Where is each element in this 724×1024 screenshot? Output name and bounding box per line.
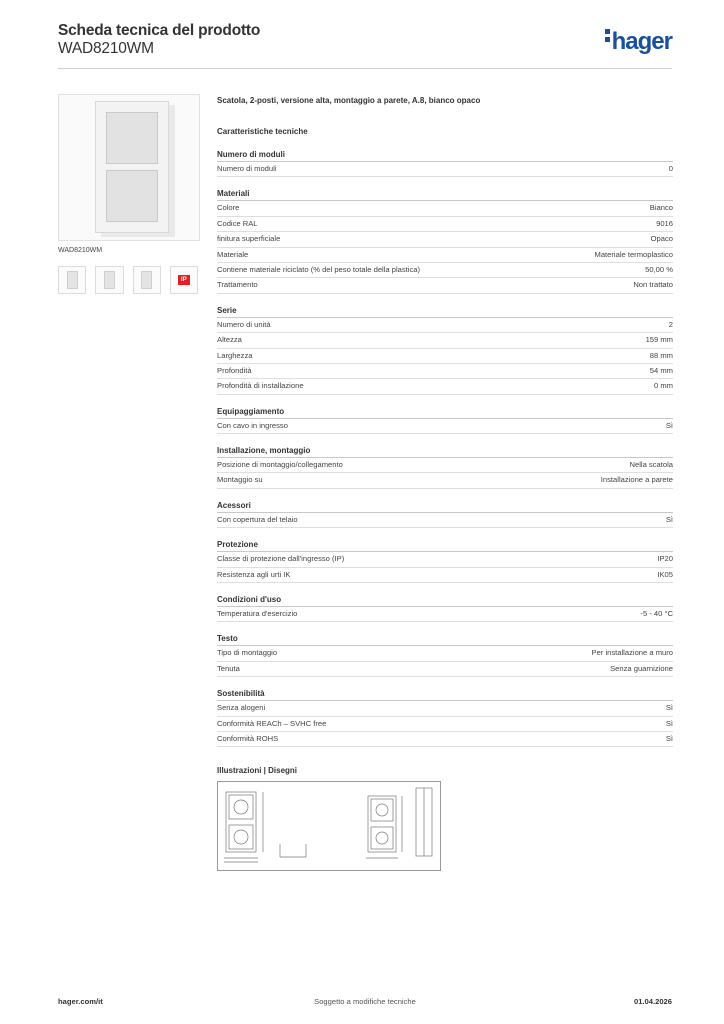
spec-section — [217, 188, 673, 293]
spec-section-title: Sostenibilità — [217, 688, 673, 701]
hager-logo — [605, 28, 672, 56]
spec-label: Larghezza — [217, 350, 253, 360]
spec-row — [217, 364, 673, 379]
image-caption: WAD8210WM — [58, 247, 103, 254]
spec-value: Sì — [665, 514, 673, 524]
spec-row — [217, 419, 673, 434]
side-thumb-icon — [141, 271, 152, 289]
spec-value: Sì — [665, 703, 673, 713]
spec-section-title: Materiali — [217, 188, 673, 201]
spec-value: Senza guarnizione — [610, 663, 673, 673]
spec-section-title: Numero di moduli — [217, 149, 673, 162]
spec-section — [217, 406, 673, 434]
spec-section-title: Protezione — [217, 539, 673, 552]
box-illustration — [95, 101, 169, 233]
spec-value: 88 mm — [649, 350, 673, 360]
spec-section — [217, 688, 673, 747]
spec-value: Per installazione a muro — [591, 648, 673, 658]
spec-value: IK05 — [657, 569, 673, 579]
spec-label: Classe di protezione dall'ingresso (IP) — [217, 554, 345, 564]
spec-label: Materiale — [217, 249, 249, 259]
page-header — [58, 22, 672, 69]
spec-row — [217, 458, 673, 473]
spec-row — [217, 379, 673, 394]
box-cell-icon — [106, 112, 158, 164]
spec-row — [217, 568, 673, 583]
spec-value: 159 mm — [645, 335, 673, 345]
front-thumb-icon — [104, 271, 115, 289]
spec-row — [217, 607, 673, 622]
spec-value: Installazione a parete — [600, 475, 673, 485]
spec-section-title: Testo — [217, 633, 673, 646]
spec-section-title: Serie — [217, 305, 673, 318]
spec-row — [217, 662, 673, 677]
spec-row — [217, 349, 673, 364]
illustrations-title: Illustrazioni | Disegni — [217, 766, 298, 776]
spec-row — [217, 232, 673, 247]
spec-row — [217, 278, 673, 293]
spec-value: 0 — [668, 164, 673, 173]
spec-label: Altezza — [217, 335, 242, 345]
spec-label: Con cavo in ingresso — [217, 420, 288, 430]
spec-value: 54 mm — [649, 365, 673, 375]
footer-notice: Soggetto a modifiche tecniche — [314, 997, 416, 1006]
thumbnail-box[interactable] — [58, 266, 86, 294]
spec-row — [217, 162, 673, 177]
technical-sheet — [217, 96, 673, 871]
spec-value: Non trattato — [633, 280, 673, 290]
spec-label: Conformità REACh – SVHC free — [217, 718, 327, 728]
spec-label: Senza alogeni — [217, 703, 266, 713]
spec-label: Numero di moduli — [217, 164, 277, 173]
spec-section-title: Equipaggiamento — [217, 406, 673, 419]
spec-label: Posizione di montaggio/collegamento — [217, 460, 343, 470]
spec-row — [217, 248, 673, 263]
product-image-column — [58, 94, 198, 294]
technical-drawing-svg — [218, 782, 440, 870]
spec-value: 0 mm — [654, 381, 673, 391]
spec-value: Opaco — [650, 234, 673, 244]
spec-value: Bianco — [649, 203, 673, 213]
thumbnail-side[interactable] — [133, 266, 161, 294]
sections-container — [217, 149, 673, 747]
spec-label: Resistenza agli urti IK — [217, 569, 291, 579]
box-thumb-icon — [67, 271, 78, 289]
logo-text: hager — [611, 28, 672, 55]
spec-row — [217, 201, 673, 216]
spec-label: Con copertura del telaio — [217, 514, 298, 524]
spec-row — [217, 732, 673, 747]
spec-value: Nella scatola — [629, 460, 673, 470]
spec-label: Conformità ROHS — [217, 733, 279, 743]
spec-row — [217, 646, 673, 661]
spec-label: Montaggio su — [217, 475, 263, 485]
spec-row — [217, 513, 673, 528]
spec-label: Tipo di montaggio — [217, 648, 278, 658]
spec-label: Numero di unità — [217, 319, 271, 329]
spec-value: IP20 — [657, 554, 673, 564]
logo-dots-icon — [605, 29, 610, 45]
spec-row — [217, 552, 673, 567]
spec-label: Colore — [217, 203, 240, 213]
spec-value: Sì — [665, 718, 673, 728]
spec-value: Sì — [665, 733, 673, 743]
spec-section — [217, 305, 673, 395]
spec-row — [217, 717, 673, 732]
spec-label: Profondità — [217, 365, 252, 375]
spec-section-title: Acessori — [217, 500, 673, 513]
spec-row — [217, 473, 673, 488]
thumbnail-ip-rating[interactable] — [170, 266, 198, 294]
spec-label: finitura superficiale — [217, 234, 281, 244]
spec-row — [217, 701, 673, 716]
spec-value: 2 — [668, 319, 673, 329]
spec-label: Tenuta — [217, 663, 240, 673]
technical-characteristics-title: Caratteristiche tecniche — [217, 127, 308, 136]
spec-section — [217, 539, 673, 583]
spec-value: Materiale termoplastico — [594, 249, 673, 259]
spec-row — [217, 263, 673, 278]
spec-value: 50,00 % — [645, 264, 673, 274]
spec-label: Trattamento — [217, 280, 258, 290]
spec-section-title: Condizioni d'uso — [217, 594, 673, 607]
product-image — [58, 94, 200, 241]
spec-value: -5 - 40 °C — [640, 609, 673, 619]
thumbnail-strip — [58, 266, 198, 294]
product-code: WAD8210WM — [58, 40, 154, 57]
spec-row — [217, 333, 673, 348]
spec-value: Sì — [665, 420, 673, 430]
document-title: Scheda tecnica del prodotto — [58, 22, 261, 39]
spec-label: Profondità di installazione — [217, 381, 304, 391]
spec-label: Temperatura d'esercizio — [217, 609, 298, 619]
product-description: Scatola, 2-posti, versione alta, montaggio a parete, A.8, bianco opaco — [217, 96, 481, 105]
spec-value: 9016 — [656, 218, 673, 228]
spec-row — [217, 318, 673, 333]
spec-section — [217, 500, 673, 528]
spec-label: Contiene materiale riciclato (% del peso totale della plastica) — [217, 264, 421, 274]
spec-label: Codice RAL — [217, 218, 258, 228]
thumbnail-front[interactable] — [95, 266, 123, 294]
footer-website-link[interactable]: hager.com/it — [58, 997, 103, 1006]
spec-section-title: Installazione, montaggio — [217, 445, 673, 458]
technical-drawing — [217, 781, 441, 871]
footer-date: 01.04.2026 — [633, 997, 672, 1006]
spec-section — [217, 149, 673, 177]
box-cell-icon — [106, 170, 158, 222]
spec-row — [217, 217, 673, 232]
spec-section — [217, 594, 673, 622]
spec-section — [217, 633, 673, 677]
spec-section — [217, 445, 673, 489]
ip-badge-icon: IP — [178, 275, 190, 285]
